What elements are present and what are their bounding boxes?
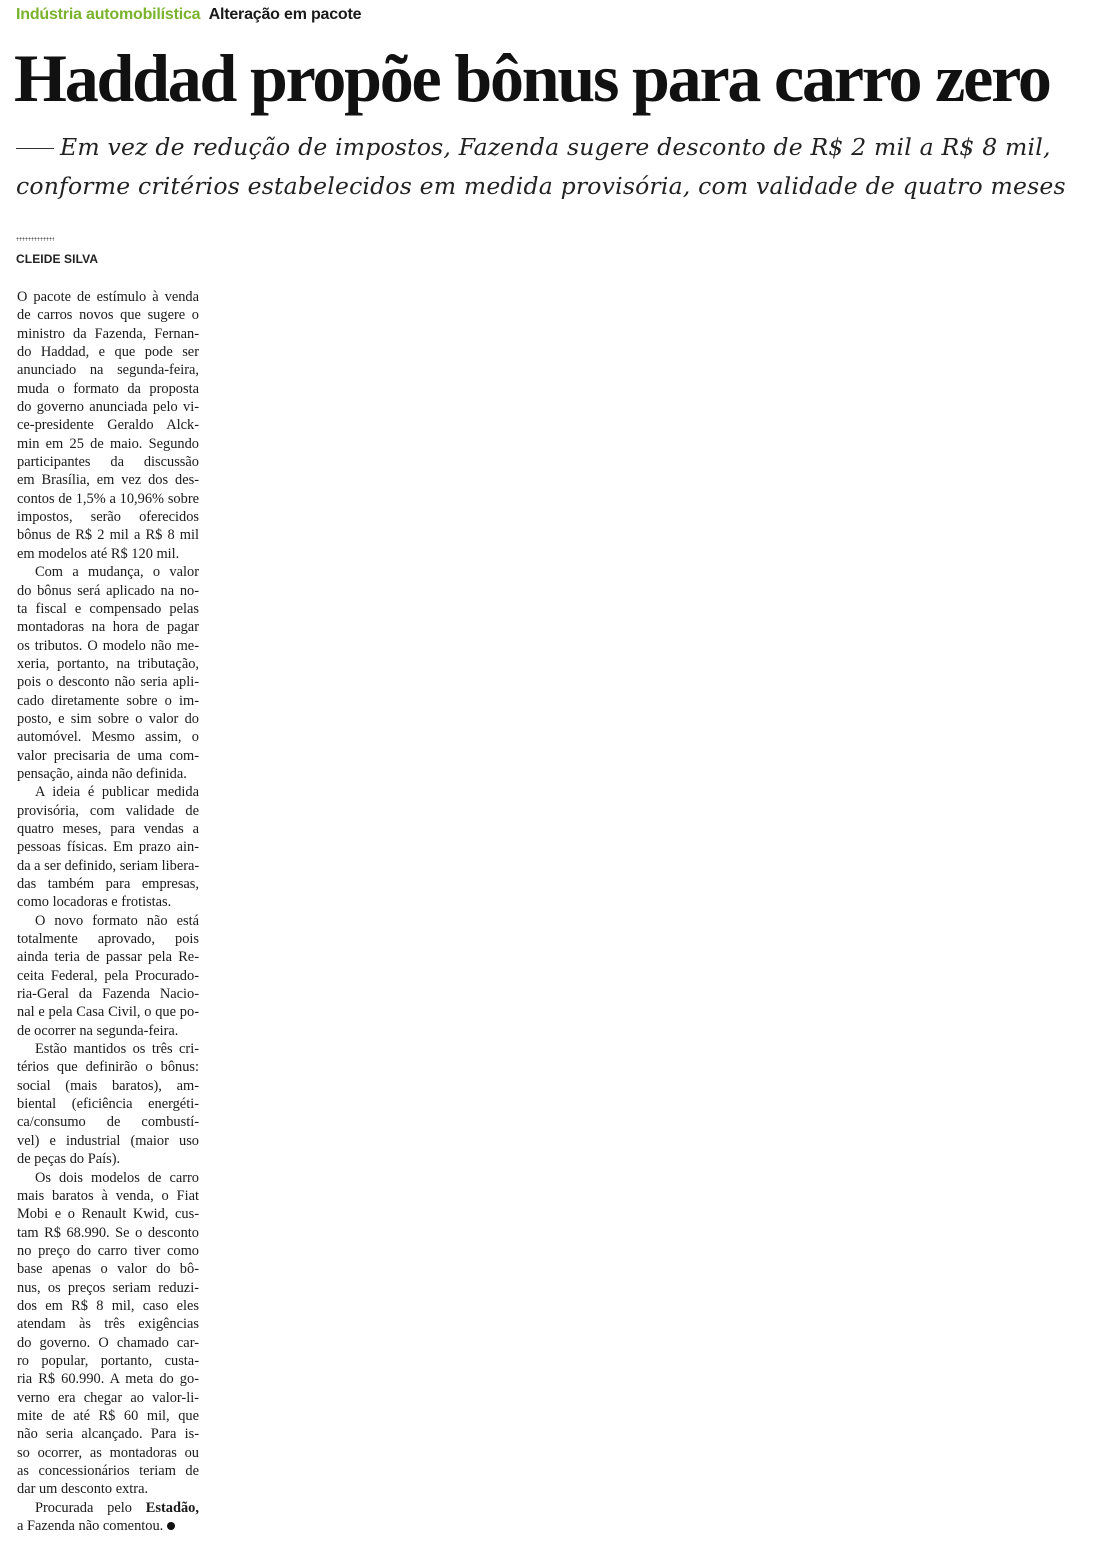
body-line: impostos, serão oferecidos [17,509,199,526]
body-line: nal e pela Casa Civil, o que po- [17,1004,199,1021]
body-line: ce-presidente Geraldo Alck- [17,417,199,434]
body-line: tam R$ 68.990. Se o desconto [17,1224,199,1241]
body-line: ainda teria de passar pela Re- [17,949,199,966]
body-line: posto, e sim sobre o valor do [17,710,199,727]
body-line: nus, os preços seriam reduzi- [17,1279,199,1296]
body-line: vel) e industrial (maior uso [17,1132,199,1149]
body-line: não seria alcançado. Para is- [17,1426,199,1443]
body-line: automóvel. Mesmo assim, o [17,729,199,746]
dek [16,128,1091,206]
body-line: Estão mantidos os três cri- [35,1041,199,1058]
body-line: das também para empresas, [17,876,199,892]
body-line: O pacote de estímulo à venda [17,289,199,305]
body-line: so ocorrer, as montadoras ou [17,1444,199,1461]
headline: Haddad propõe bônus para carro zero [14,40,1050,116]
closing-line-1 [17,1499,199,1517]
body-line: no preço do carro tiver como [17,1242,199,1259]
body-line: em modelos até R$ 120 mil. [17,545,180,562]
bullet-end-icon [167,1522,175,1530]
body-line: ta fiscal e compensado pelas [17,600,199,617]
body-line: O novo formato não está [35,912,199,929]
body-line: Mobi e o Renault Kwid, cus- [17,1206,199,1223]
body-line: dos em R$ 8 mil, caso eles [17,1297,199,1314]
body-line: as concessionários teriam de [17,1463,199,1479]
body-line: participantes da discussão [17,454,199,471]
body-line: atendam às três exigências [17,1316,199,1333]
body-line: montadoras na hora de pagar [17,619,199,636]
body-line: valor precisaria de uma com- [17,747,199,764]
closing-line-2 [17,1517,199,1535]
body-line: quatro meses, para vendas a [17,820,199,837]
article-body [17,288,199,1535]
body-line: A ideia é publicar medida [35,784,199,801]
body-line: de carros novos que sugere o [17,307,199,324]
kicker-section: Indústria automobilística [16,6,201,23]
body-line: ca/consumo de combustí- [17,1114,199,1131]
body-line: mite de até R$ 60 mil, que [17,1407,199,1424]
body-line: base apenas o valor do bô- [17,1261,199,1278]
body-line: social (mais baratos), am- [17,1077,199,1094]
body-line: pois o desconto não seria apli- [17,674,199,691]
body-line: provisória, com validade de [17,802,199,819]
byline: CLEIDE SILVA [16,252,99,266]
body-line: totalmente aprovado, pois [17,931,199,948]
body-line: ministro da Fazenda, Fernan- [17,325,199,342]
body-line: min em 25 de maio. Segundo [17,435,199,452]
byline-dots [16,237,54,241]
body-line: da a ser definido, seriam libera- [17,857,200,874]
body-line: ceita Federal, pela Procurado- [17,967,199,984]
closing-line-1-bold: Estadão, [145,1499,199,1516]
dek-text: Em vez de redução de impostos, Fazenda sugere desconto de R$ 2 mil a R$ 8 mil, conforme critérios estabelecidos em medida provisória, com validade de quatro meses [16,133,1066,200]
body-line: do governo anunciada pelo vi- [17,399,199,416]
body-line: ria R$ 60.990. A meta do go- [17,1371,199,1388]
body-line: cado diretamente sobre o im- [17,692,199,709]
body-line: Os dois modelos de carro [35,1169,199,1186]
body-lines [17,288,199,1499]
body-line: anunciado na segunda-feira, [17,362,199,379]
closing-line-2-text: a Fazenda não comentou. [17,1518,164,1535]
body-line: de ocorrer na segunda-feira. [17,1022,179,1039]
body-line: contos de 1,5% a 10,96% sobre [17,490,199,507]
closing-line-1-text: Procurada pelo [35,1499,132,1516]
body-line: muda o formato da proposta [17,380,199,397]
dek-dash [16,148,54,150]
body-line: em Brasília, em vez dos des- [17,472,199,489]
body-line: do Haddad, e que pode ser [17,344,199,361]
body-line: térios que definirão o bônus: [17,1059,199,1076]
body-line: dar um desconto extra. [17,1481,149,1498]
body-line: pessoas físicas. Em prazo ain- [17,839,199,856]
kicker-topic: Alteração em pacote [208,6,362,23]
body-line: bônus de R$ 2 mil a R$ 8 mil [17,527,199,544]
body-line: do governo. O chamado car- [17,1334,199,1351]
body-line: biental (eficiência energéti- [17,1096,199,1113]
body-line: pensação, ainda não definida. [17,765,187,782]
body-line: Com a mudança, o valor [35,564,199,581]
body-line: do bônus será aplicado na no- [17,582,199,599]
body-line: como locadoras e frotistas. [17,894,172,911]
body-line: ria-Geral da Fazenda Nacio- [17,986,199,1003]
body-line: de peças do País). [17,1151,121,1168]
body-line: verno era chegar ao valor-li- [17,1389,199,1406]
body-line: mais baratos à venda, o Fiat [17,1187,199,1204]
body-line: os tributos. O modelo não me- [17,637,199,654]
body-line: ro popular, portanto, custa- [17,1352,199,1369]
kicker [16,6,361,24]
body-line: xeria, portanto, na tributação, [17,655,199,672]
